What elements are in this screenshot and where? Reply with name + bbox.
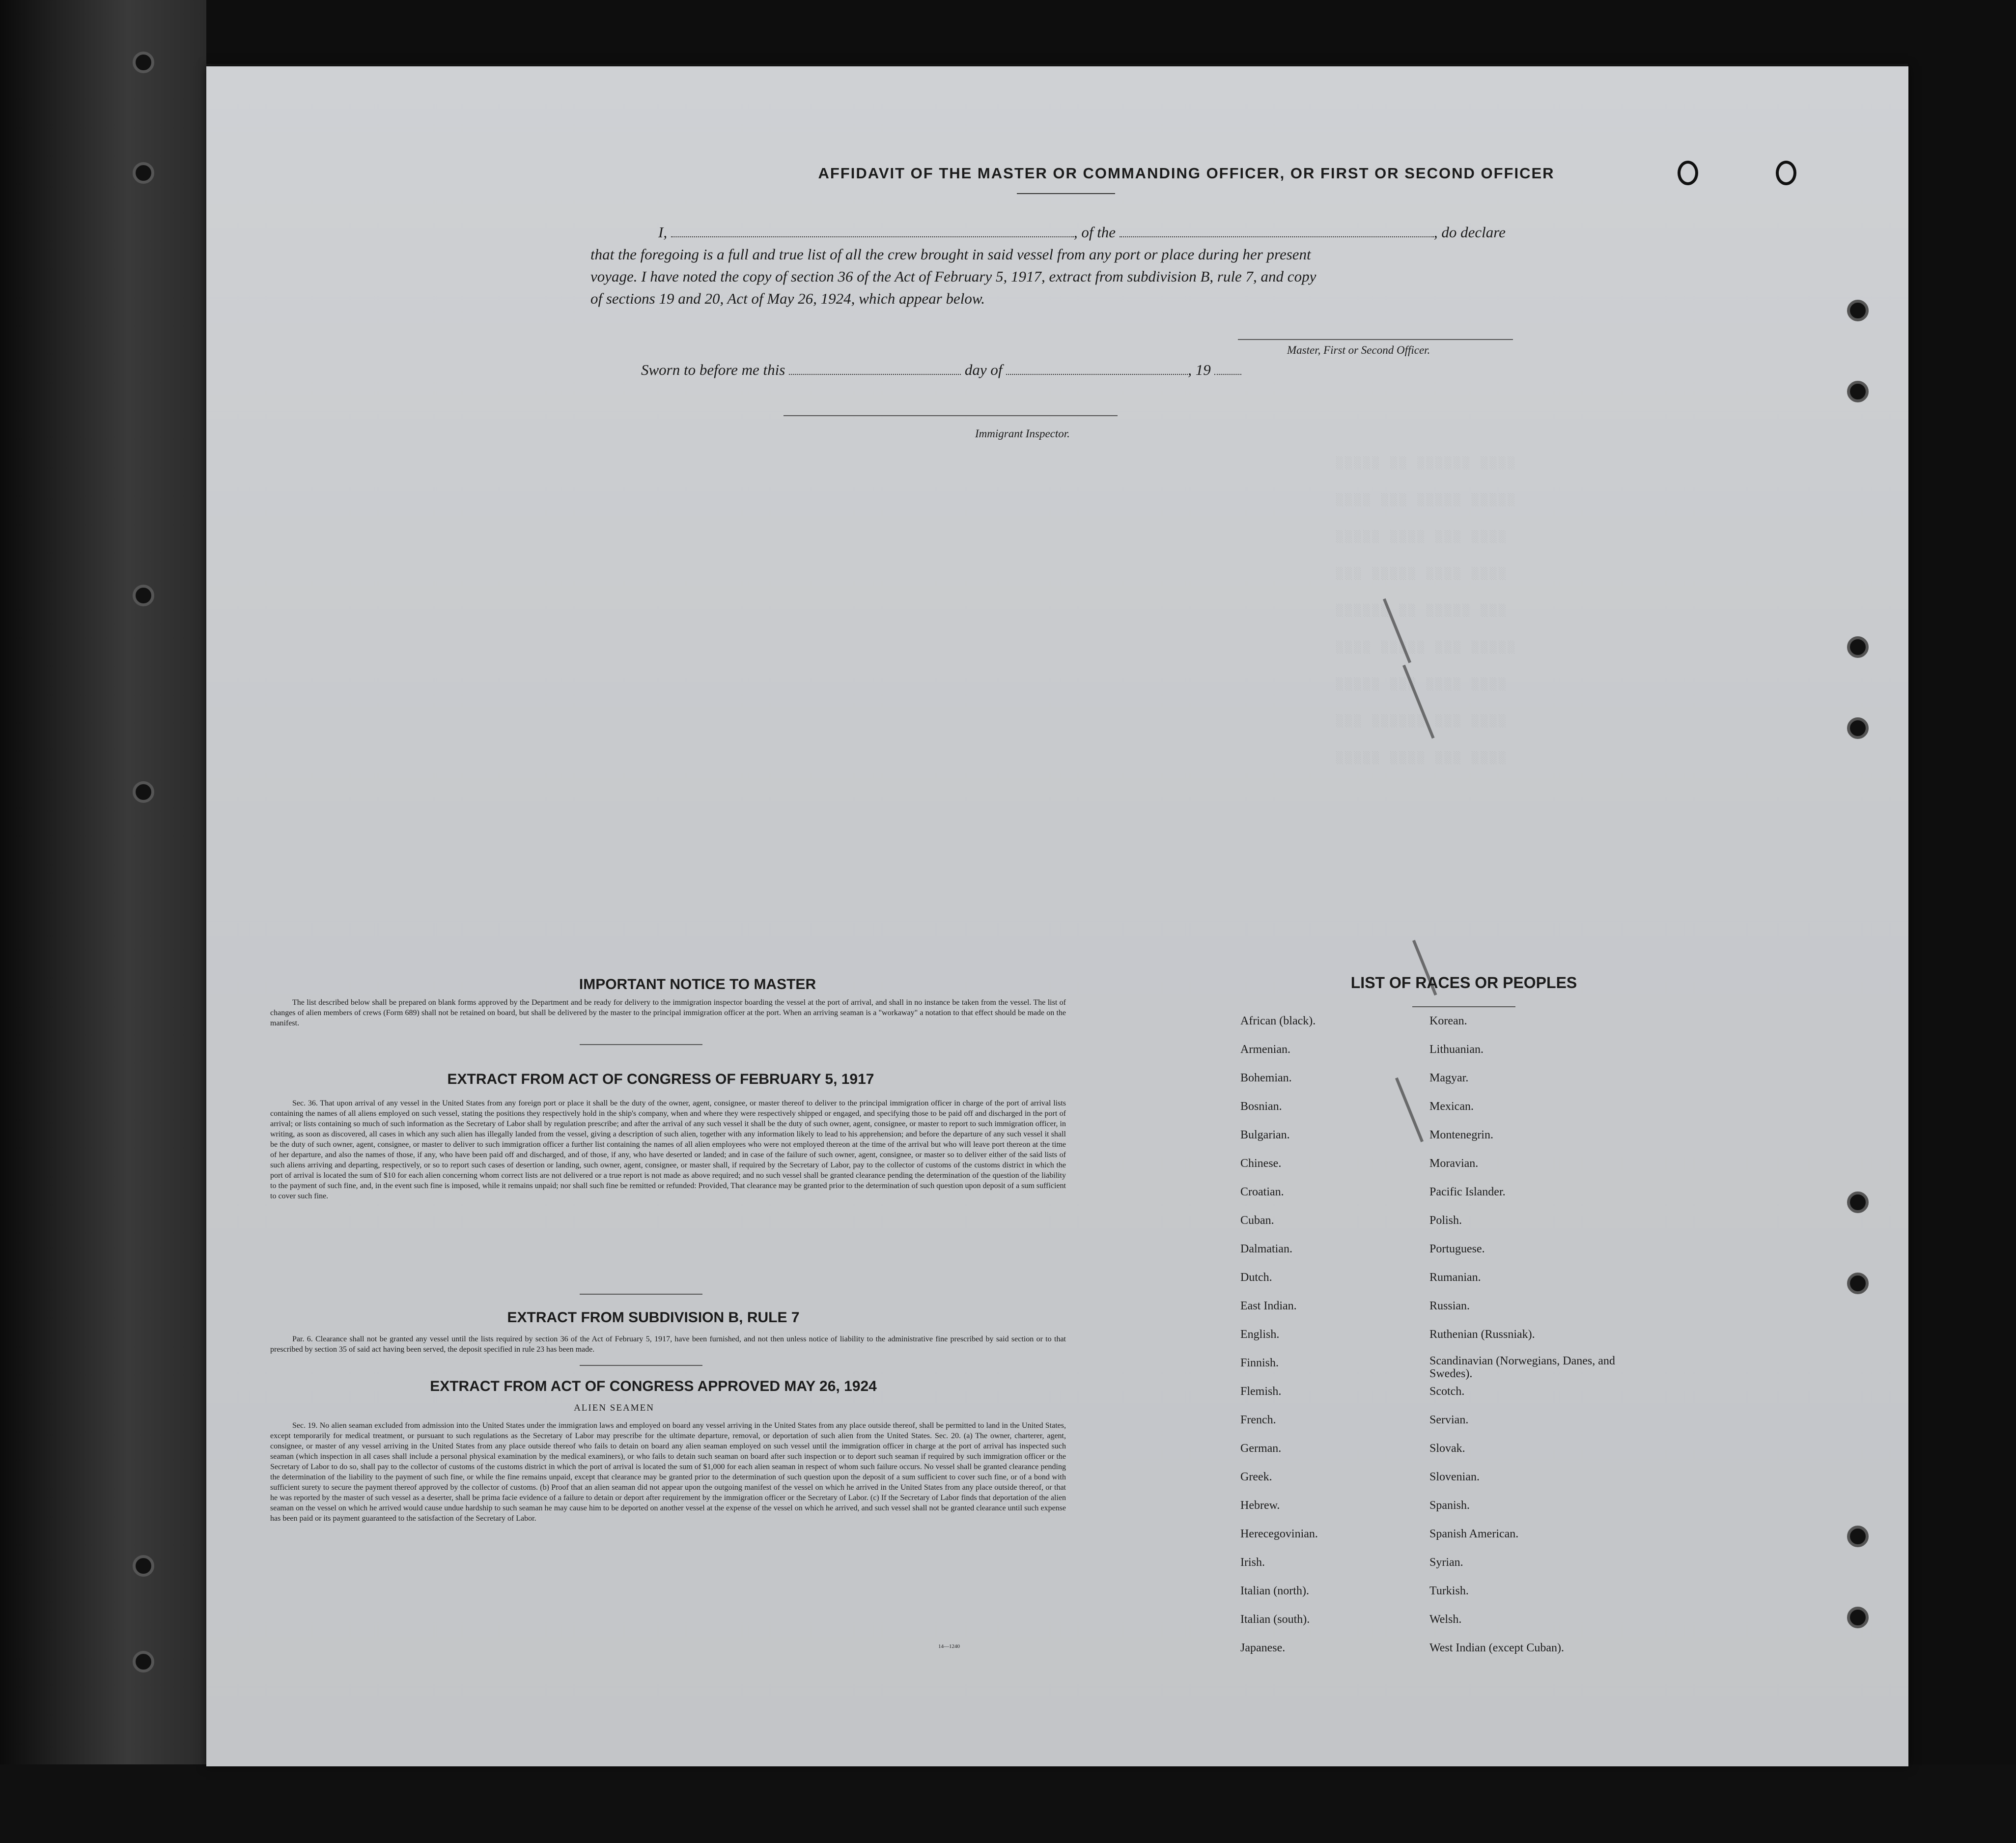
binder-hole [133, 52, 154, 73]
film-border-top [0, 0, 2016, 64]
film-border-left [0, 0, 206, 1843]
race-item: Dutch. [1240, 1271, 1272, 1284]
inspector-label: Immigrant Inspector. [975, 427, 1070, 440]
binder-hole [133, 781, 154, 803]
race-item: Ruthenian (Russniak). [1429, 1328, 1535, 1341]
race-item: Italian (south). [1240, 1613, 1310, 1626]
race-item: Bulgarian. [1240, 1129, 1290, 1141]
race-item: Magyar. [1429, 1072, 1469, 1084]
film-border-right [1908, 0, 2016, 1843]
affidavit-title: AFFIDAVIT OF THE MASTER OR COMMANDING OFFICER, OR FIRST OR SECOND OFFICER [818, 165, 1555, 182]
day-blank[interactable] [789, 364, 961, 375]
bleed-through: ░░░░░ ░░░░ ░░░ ░░░░ [1336, 752, 1508, 765]
sworn-line: Sworn to before me this day of , 19 [641, 361, 1241, 379]
race-item: Hebrew. [1240, 1499, 1280, 1512]
race-item: Croatian. [1240, 1186, 1284, 1198]
bleed-through: ░░░ ░░░░░░ ░░░ ░░░░ [1336, 715, 1508, 728]
pencil-mark [1395, 1077, 1424, 1142]
race-item: Armenian. [1240, 1043, 1290, 1056]
race-item: Spanish American. [1429, 1528, 1519, 1540]
form-sheet [206, 66, 1908, 1766]
binder-hole [133, 162, 154, 184]
race-item: Slovenian. [1429, 1471, 1480, 1483]
punch-ring [1678, 161, 1698, 185]
race-item: West Indian (except Cuban). [1429, 1642, 1564, 1654]
binder-hole [133, 1651, 154, 1673]
race-item: Japanese. [1240, 1642, 1286, 1654]
section-rule [580, 1044, 702, 1045]
binder-hole [1847, 636, 1869, 658]
race-item: Russian. [1429, 1300, 1470, 1312]
extract-1917-title: EXTRACT FROM ACT OF CONGRESS OF FEBRUARY 5, 1917 [447, 1071, 874, 1087]
month-blank[interactable] [1006, 364, 1188, 375]
race-item: Spanish. [1429, 1499, 1470, 1512]
race-item: Scandinavian (Norwegians, Danes, and Swedes). [1429, 1355, 1615, 1380]
binder-hole [133, 1555, 154, 1577]
race-item: Italian (north). [1240, 1585, 1309, 1597]
section-rule [580, 1294, 702, 1295]
race-item: Lithuanian. [1429, 1043, 1484, 1056]
binder-hole [1847, 1526, 1869, 1547]
bleed-through: ░░░░ ░░░ ░░░░░ ░░░░░ [1336, 494, 1517, 507]
binder-hole [133, 585, 154, 606]
race-item: East Indian. [1240, 1300, 1297, 1312]
master-label: Master, First or Second Officer. [1287, 344, 1430, 356]
affidavit-line-1: I, , of the , do declare [658, 224, 1506, 241]
name-blank[interactable] [671, 227, 1074, 237]
race-item: Moravian. [1429, 1157, 1479, 1170]
binder-hole [1847, 1191, 1869, 1213]
race-item: French. [1240, 1414, 1276, 1426]
race-item: Korean. [1429, 1015, 1467, 1027]
race-item: Irish. [1240, 1556, 1265, 1569]
race-item: Portuguese. [1429, 1243, 1485, 1255]
bleed-through: ░░░░ ░░░░░ ░░░ ░░░░░ [1336, 641, 1517, 654]
binder-hole [1847, 1607, 1869, 1628]
affidavit-line-3: voyage. I have noted the copy of section 36 of the Act of February 5, 1917, extract from subdivision B, rule 7, and copy [590, 268, 1316, 285]
extract-1917-text: Sec. 36. That upon arrival of any vessel in the United States from any foreign port or place it shall be the duty of the owner, agent, consignee, or master thereof to deliver to the principal immigration officer in charge of the port of arrival lists containing the names of all aliens employed on such vessel, stating the positions they respectively hold in the ship's company, when and where they were respectively shipped or engaged, and specifying those to be paid off and discharged in the port of arrival; or lists containing so much of such information as the Secretary of Labor shall by regulation prescribe; and after the arrival of any such vessel it shall be the duty of such owner, agent, consignee, or master to report to such immigration officer, in writing, as soon as discovered, all cases in which any such alien has illegally landed from the vessel, giving a description of such alien, together with any information likely to lead to his apprehension; and before the departure of any such vessel it shall be the duty of such owner, agent, consignee, or master to deliver to such immigration officer a further list containing the names of all alien employees who were not employed thereon at the time of the arrival but who will leave port thereon at the time of her departure, and also the names of those, if any, who have been paid off and discharged, and of those, if any, who have deserted or landed; and in case of the failure of such owner, agent, consignee, or master so to deliver either of the said lists of such aliens arriving and departing, respectively, or so to report such cases of desertion or landing, such owner, agent, consignee, or master shall, if required by the Secretary of Labor, pay to the collector of customs of the customs district in which the port of arrival is located the sum of $10 for each alien concerning whom correct lists are not delivered or a true report is not made as above required; and no such vessel shall be granted clearance pending the determination of the question of the liability to the payment of such fine, and, in the event such fine is imposed, while it remains unpaid; nor shall such fine be remitted or refunded: Provided, That clearance may be granted prior to the determination of such question upon deposit of a sum sufficient to cover such fine. [270, 1099, 1066, 1200]
section-rule [580, 1365, 702, 1366]
race-item: Finnish. [1240, 1357, 1279, 1369]
affidavit-line-2: that the foregoing is a full and true list of all the crew brought in said vessel from any port or place during her present [590, 246, 1311, 263]
rule7-text: Par. 6. Clearance shall not be granted any vessel until the lists required by section 36 of the Act of February 5, 1917, have been furnished, and not then unless notice of liability to the administrative fine prescribed by said section or to that prescribed by section 35 of said act having been served, the deposit specified in rule 23 has been made. [270, 1335, 1066, 1354]
race-item: Herecegovinian. [1240, 1528, 1318, 1540]
race-item: English. [1240, 1328, 1280, 1341]
race-item: Montenegrin. [1429, 1129, 1493, 1141]
race-item: Mexican. [1429, 1100, 1474, 1113]
race-item: Flemish. [1240, 1385, 1282, 1398]
rule7-title: EXTRACT FROM SUBDIVISION B, RULE 7 [507, 1309, 800, 1326]
race-item: Cuban. [1240, 1214, 1274, 1227]
master-signature-line[interactable] [1238, 339, 1513, 340]
bleed-through: ░░░░░ ░░░ ░░░░ ░░░░ [1336, 678, 1508, 691]
races-title: LIST OF RACES OR PEOPLES [1350, 974, 1577, 992]
alien-seamen-subtitle: ALIEN SEAMEN [574, 1403, 654, 1413]
binder-hole [1847, 381, 1869, 402]
title-rule [1017, 193, 1115, 194]
binder-hole [1847, 300, 1869, 321]
binder-hole [1847, 1273, 1869, 1294]
bleed-through: ░░░ ░░░░░ ░░░░ ░░░░ [1336, 567, 1508, 581]
notice-title: IMPORTANT NOTICE TO MASTER [579, 976, 816, 992]
bleed-through: ░░░░░ ░░ ░░░░░░ ░░░░ [1336, 457, 1517, 470]
form-number: 14—1240 [938, 1644, 960, 1649]
race-item: Polish. [1429, 1214, 1462, 1227]
inspector-signature-line[interactable] [784, 415, 1118, 416]
film-border-bottom [0, 1764, 2016, 1843]
extract-1924-title: EXTRACT FROM ACT OF CONGRESS APPROVED MAY 26, 1924 [430, 1378, 877, 1394]
vessel-blank[interactable] [1120, 227, 1434, 237]
race-item: Scotch. [1429, 1385, 1465, 1398]
race-item: African (black). [1240, 1015, 1316, 1027]
race-item: Chinese. [1240, 1157, 1282, 1170]
binder-hole [1847, 717, 1869, 739]
race-item: Rumanian. [1429, 1271, 1481, 1284]
bleed-through: ░░░░░░ ░░ ░░░░░ ░░░ [1336, 604, 1508, 618]
race-item: Servian. [1429, 1414, 1469, 1426]
race-item: Welsh. [1429, 1613, 1462, 1626]
races-rule [1412, 1006, 1515, 1007]
race-item: Dalmatian. [1240, 1243, 1292, 1255]
year-blank[interactable] [1214, 364, 1241, 375]
race-item: German. [1240, 1442, 1282, 1455]
race-item: Pacific Islander. [1429, 1186, 1506, 1198]
race-item: Bosnian. [1240, 1100, 1282, 1113]
extract-1924-text: Sec. 19. No alien seaman excluded from admission into the United States under the immigration laws and employed on board any vessel arriving in the United States from any place outside thereof, shall be permitted to land in the United States, except temporarily for medical treatment, or pursuant to such regulations as the Secretary of Labor may prescribe for the ultimate departure, removal, or deportation of such alien from the United States. Sec. 20. (a) The owner, charterer, agent, consignee, or master of any vessel arriving in the United States from any place outside thereof who fails to detain on board any alien seaman employed on such vessel until the immigration officer in charge at the port of arrival has inspected such seaman (which inspection in all cases shall include a personal physical examination by the medical examiners), or who fails to detain such seaman on board after such inspection or to deport such seaman if required by such immigration officer or the Secretary of Labor to do so, shall pay to the collector of customs of the customs district in which the port of arrival is located the sum of $1,000 for each alien seaman in respect of whom such failure occurs. No vessel shall be granted clearance pending the determination of the liability to the payment of such fine, or while the fine remains unpaid, except that clearance may be granted prior to the determination of such question upon the deposit of a sum sufficient to cover such fine, or of a bond with sufficient surety to secure the payment thereof approved by the collector of customs. (b) Proof that an alien seaman did not appear upon the outgoing manifest of the vessel on which he arrived in the United States from any place outside thereof, or that he was reported by the master of such vessel as a deserter, shall be prima facie evidence of a failure to detain or deport after requirement by the immigration officer or the Secretary of Labor. (c) If the Secretary of Labor finds that deportation of the alien seaman on the vessel on which he arrived would cause undue hardship to such seaman he may cause him to be deported on another vessel at the expense of the vessel on which he arrived, and such vessel shall not be granted clearance until such expense has been paid or its payment guaranteed to the satisfaction of the Secretary of Labor. [270, 1421, 1066, 1523]
bleed-through: ░░░░░ ░░░░ ░░░ ░░░░ [1336, 531, 1508, 544]
affidavit-line-4: of sections 19 and 20, Act of May 26, 1924, which appear below. [590, 290, 985, 307]
notice-text: The list described below shall be prepared on blank forms approved by the Department and be ready for delivery to the immigration inspector boarding the vessel at the port of arrival, and shall in no instance be taken from the vessel. The list of changes of alien members of crews (Form 689) shall not be retained on board, but shall be delivered by the master to the principal immigration officer at the port. When an arriving seaman is a "workaway" a notation to that effect should be made on the manifest. [270, 998, 1066, 1027]
race-item: Slovak. [1429, 1442, 1465, 1455]
punch-ring [1776, 161, 1796, 185]
race-item: Syrian. [1429, 1556, 1463, 1569]
race-item: Bohemian. [1240, 1072, 1292, 1084]
race-item: Greek. [1240, 1471, 1272, 1483]
race-item: Turkish. [1429, 1585, 1469, 1597]
